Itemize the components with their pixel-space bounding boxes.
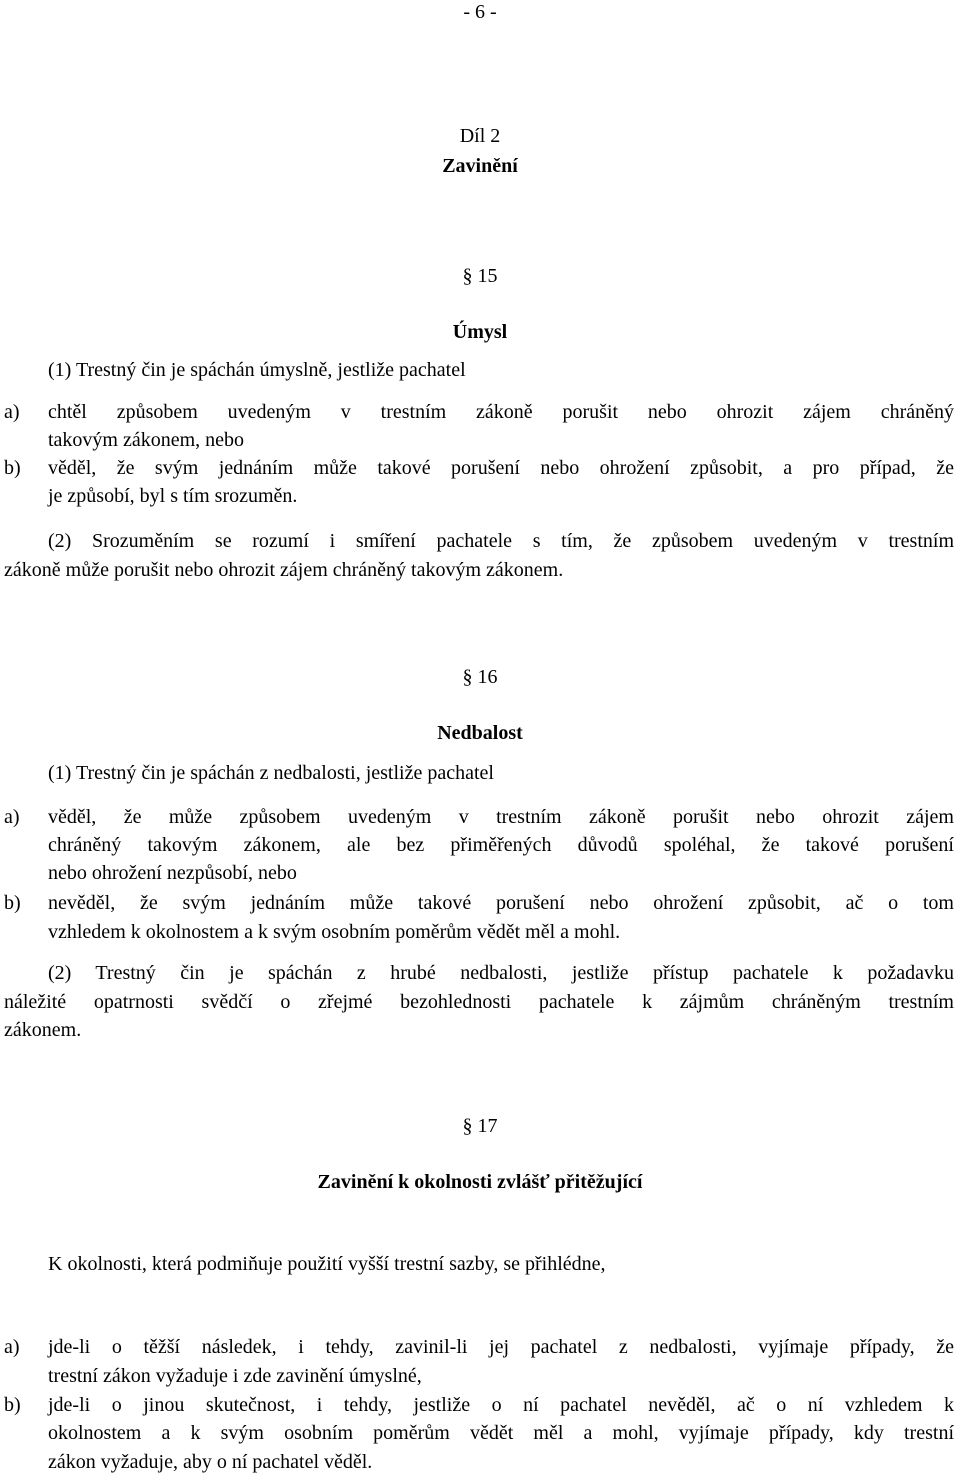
section-15-item-a-line-1: chtěl způsobem uvedeným v trestním zákoně porušit nebo ohrozit zájem chráněný	[48, 401, 954, 423]
part-title: Zavinění	[442, 155, 518, 177]
section-15-item-b-line-2: je způsobí, byl s tím srozuměn.	[48, 485, 298, 507]
section-15-paragraph-1-intro: (1) Trestný čin je spáchán úmyslně, jestliže pachatel	[48, 359, 466, 381]
section-16-paragraph-2-line-2: náležité opatrnosti svědčí o zřejmé bezohlednosti pachatele k zájmům chráněným trestním	[4, 991, 954, 1013]
section-number-17: § 17	[462, 1115, 498, 1137]
section-16-item-a-label: a)	[4, 806, 20, 828]
section-15-item-b-label: b)	[4, 457, 21, 479]
section-16-item-a-line-2: chráněný takovým zákonem, ale bez přiměřených důvodů spoléhal, že takové porušení	[48, 834, 954, 856]
section-15-item-a-line-2: takovým zákonem, nebo	[48, 429, 245, 451]
section-15-item-b-line-1: věděl, že svým jednáním může takové porušení nebo ohrožení způsobit, a pro případ, že	[48, 457, 954, 479]
section-title-16: Nedbalost	[437, 722, 523, 744]
section-number-15: § 15	[462, 265, 498, 287]
section-16-item-a-line-1: věděl, že může způsobem uvedeným v trestním zákoně porušit nebo ohrozit zájem	[48, 806, 954, 828]
section-16-item-a-line-3: nebo ohrožení nezpůsobí, nebo	[48, 862, 297, 884]
page-number: - 6 -	[463, 1, 497, 23]
section-17-item-b-line-3: zákon vyžaduje, aby o ní pachatel věděl.	[48, 1451, 373, 1473]
section-16-item-b-line-2: vzhledem k okolnostem a k svým osobním poměrům vědět měl a mohl.	[48, 921, 621, 943]
section-number-16: § 16	[462, 666, 498, 688]
section-16-paragraph-2-line-3: zákonem.	[4, 1019, 82, 1041]
section-17-intro: K okolnosti, která podmiňuje použití vyšší trestní sazby, se přihlédne,	[48, 1253, 606, 1275]
section-15-item-a-label: a)	[4, 401, 20, 423]
section-15-paragraph-2-line-1: (2) Srozuměním se rozumí i smíření pachatele s tím, že způsobem uvedeným v trestním	[48, 530, 954, 552]
section-16-paragraph-2-line-1: (2) Trestný čin je spáchán z hrubé nedbalosti, jestliže přístup pachatele k požadavku	[48, 962, 954, 984]
section-17-item-a-line-1: jde-li o těžší následek, i tehdy, zavinil-li jej pachatel z nedbalosti, vyjímaje případy, že	[48, 1336, 954, 1358]
section-16-item-b-line-1: nevěděl, že svým jednáním může takové porušení nebo ohrožení způsobit, ač o tom	[48, 892, 954, 914]
section-15-paragraph-2-line-2: zákoně může porušit nebo ohrozit zájem chráněný takovým zákonem.	[4, 559, 564, 581]
section-16-paragraph-1-intro: (1) Trestný čin je spáchán z nedbalosti, jestliže pachatel	[48, 762, 494, 784]
part-label: Díl 2	[459, 125, 501, 147]
section-17-item-a-label: a)	[4, 1336, 20, 1358]
section-17-item-b-line-2: okolnostem a k svým osobním poměrům vědět měl a mohl, vyjímaje případy, kdy trestní	[48, 1422, 954, 1444]
section-title-15: Úmysl	[452, 321, 508, 343]
section-17-item-a-line-2: trestní zákon vyžaduje i zde zavinění úmyslné,	[48, 1365, 422, 1387]
section-title-17: Zavinění k okolnosti zvlášť přitěžující	[317, 1171, 643, 1193]
section-17-item-b-line-1: jde-li o jinou skutečnost, i tehdy, jestliže o ní pachatel nevěděl, ač o ní vzhledem k	[48, 1394, 954, 1416]
section-17-item-b-label: b)	[4, 1394, 21, 1416]
section-16-item-b-label: b)	[4, 892, 21, 914]
